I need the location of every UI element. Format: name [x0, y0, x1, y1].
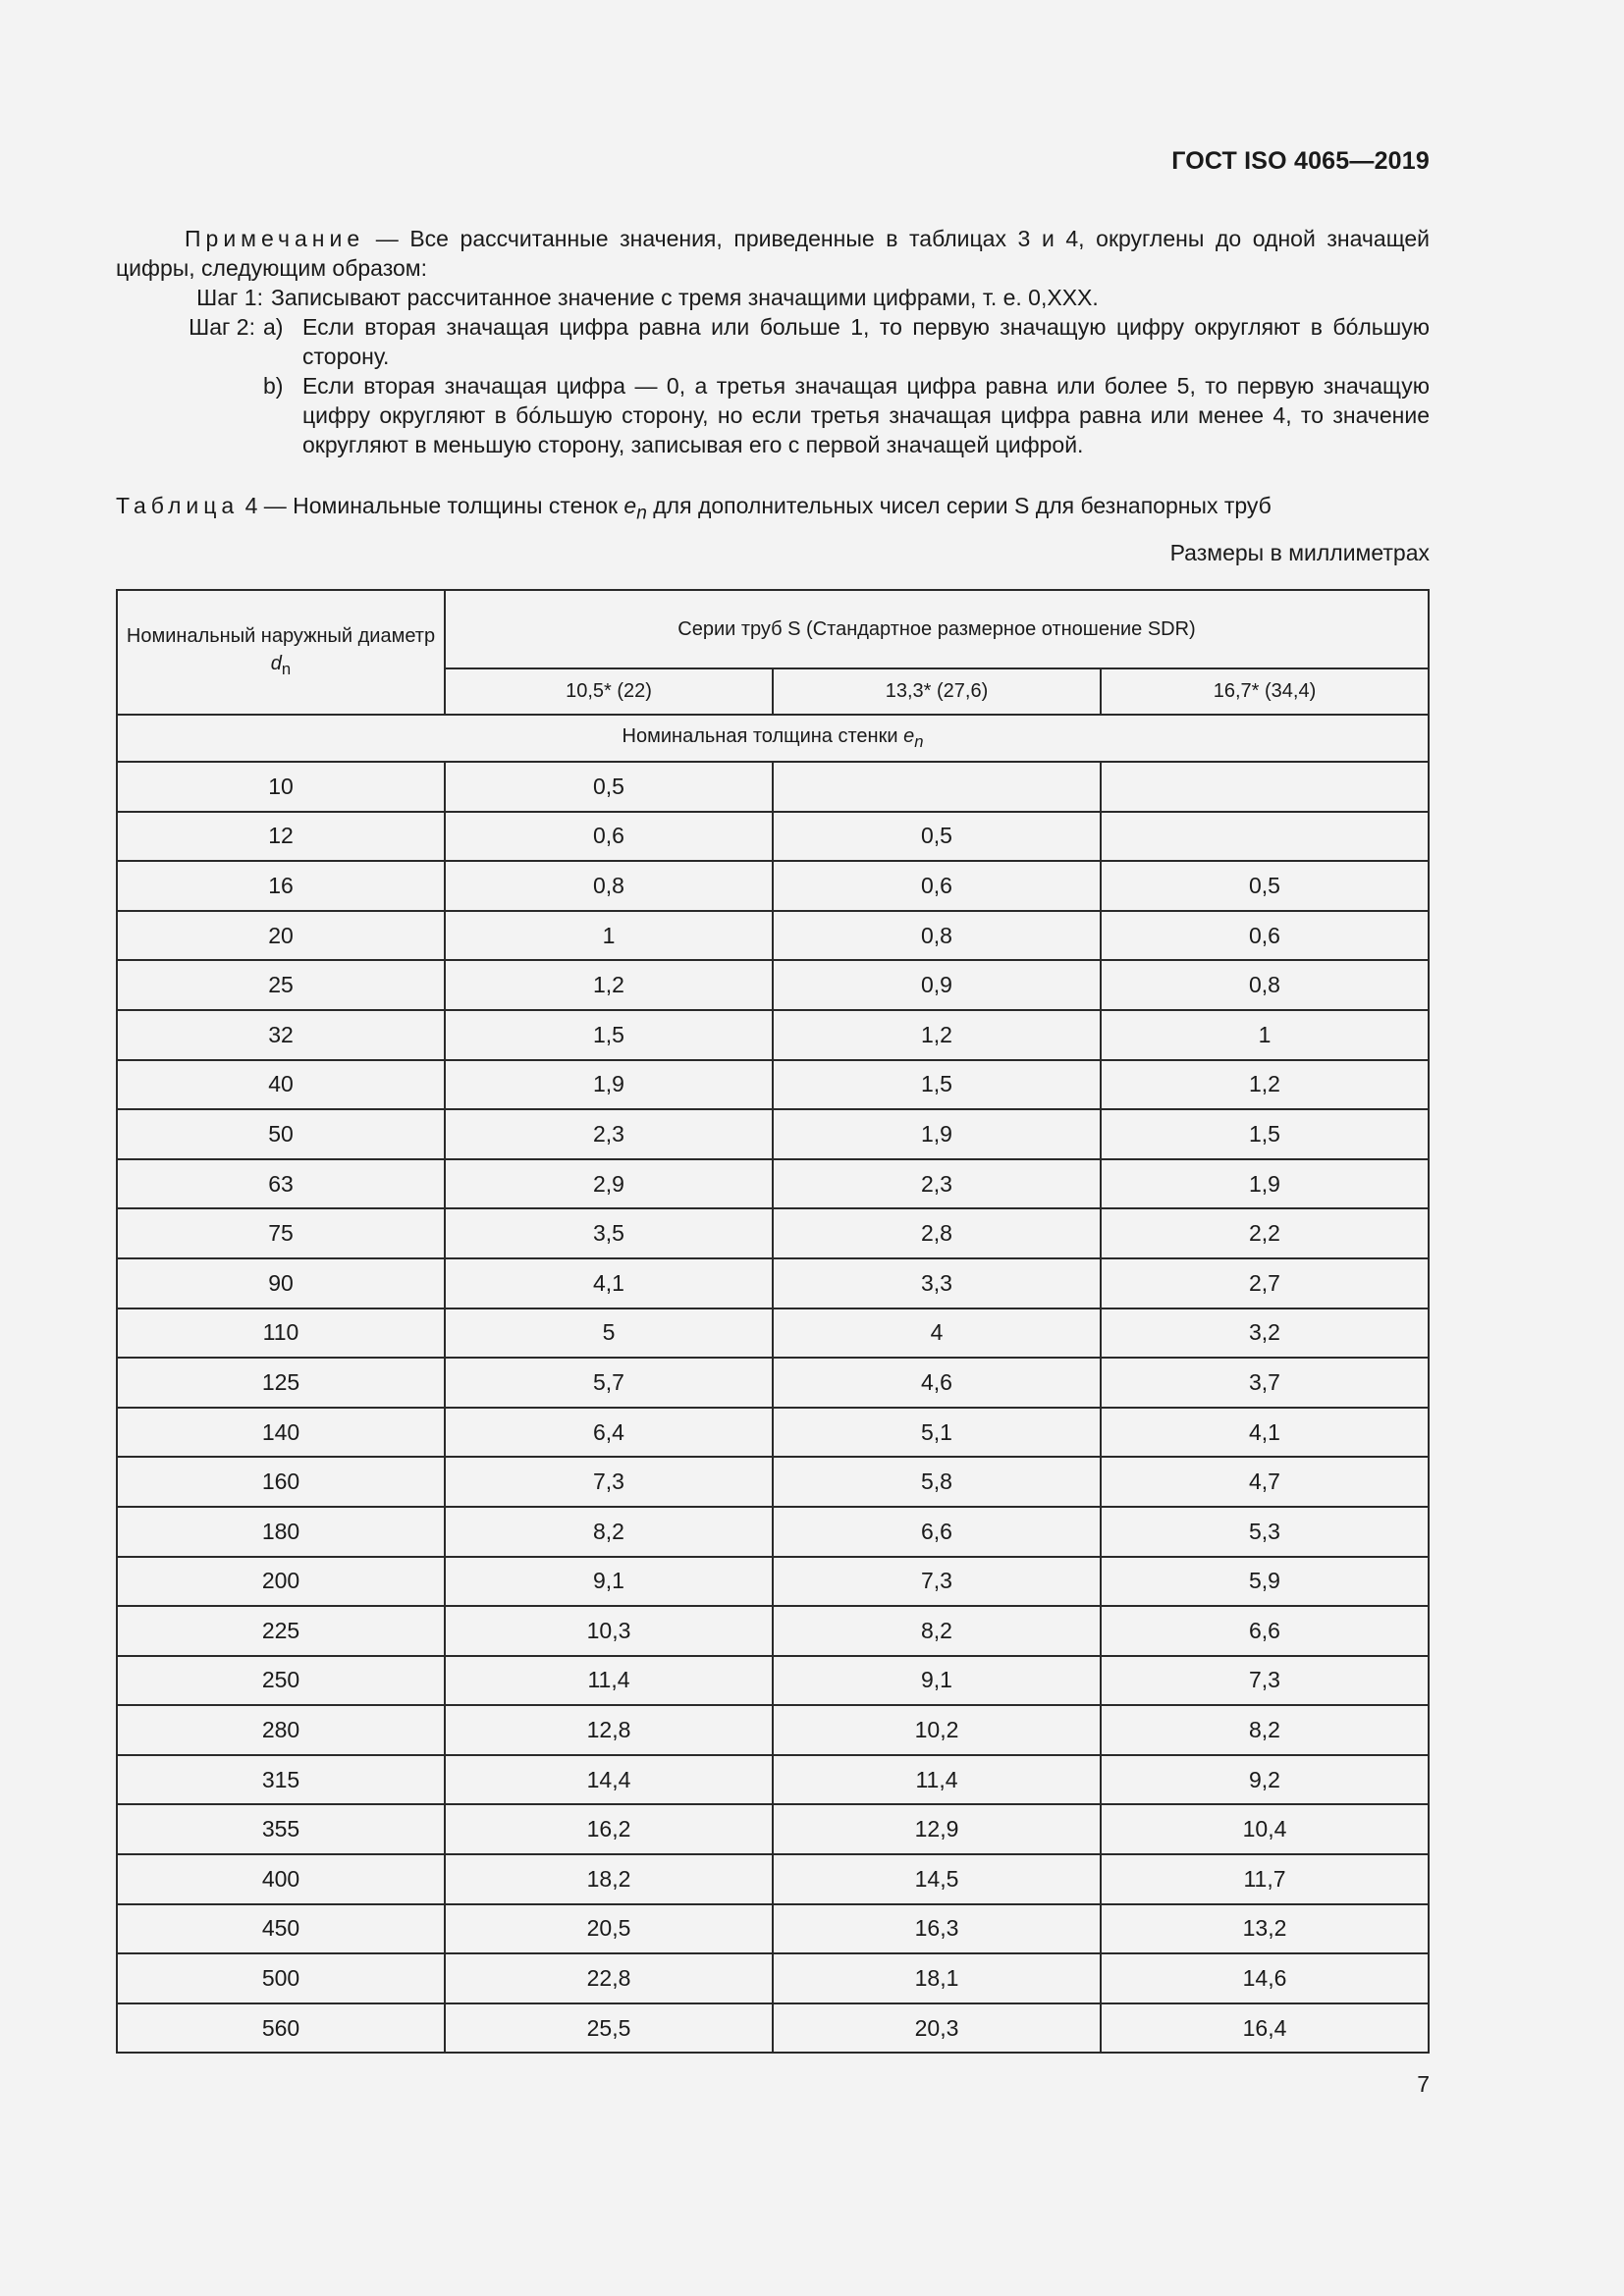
step-2a	[263, 312, 1430, 371]
thickness-cell: 14,5	[773, 1854, 1101, 1904]
diameter-cell: 140	[117, 1408, 445, 1458]
diameter-cell: 160	[117, 1457, 445, 1507]
wall-thickness-table	[116, 589, 1430, 2054]
thickness-cell	[773, 762, 1101, 812]
table-row	[117, 1408, 1429, 1458]
thickness-cell: 4	[773, 1308, 1101, 1359]
thickness-cell: 4,1	[1101, 1408, 1429, 1458]
thickness-cell: 0,6	[445, 812, 773, 862]
thickness-cell	[1101, 762, 1429, 812]
step-2a-text: Если вторая значащая цифра равна или больше 1, то первую значащую цифру округляют в бóльшую сторону.	[302, 314, 1430, 369]
thickness-cell: 10,4	[1101, 1804, 1429, 1854]
thickness-cell: 5,7	[445, 1358, 773, 1408]
thickness-cell: 1	[1101, 1010, 1429, 1060]
thickness-cell: 5	[445, 1308, 773, 1359]
diameter-cell: 180	[117, 1507, 445, 1557]
thickness-cell: 1,9	[773, 1109, 1101, 1159]
diameter-cell: 90	[117, 1258, 445, 1308]
thickness-cell: 1,5	[773, 1060, 1101, 1110]
table-row	[117, 1258, 1429, 1308]
note-intro-text: — Все рассчитанные значения, приведенные в таблицах 3 и 4, округлены до одной значащей цифры, следующим образом:	[116, 226, 1430, 281]
thickness-cell: 0,5	[445, 762, 773, 812]
thickness-cell: 2,8	[773, 1208, 1101, 1258]
series-column-header: 13,3* (27,6)	[773, 668, 1101, 715]
thickness-cell: 0,8	[445, 861, 773, 911]
table-row	[117, 1755, 1429, 1805]
step-2a-label: a)	[263, 314, 284, 340]
thickness-cell: 4,6	[773, 1358, 1101, 1408]
table-row	[117, 1060, 1429, 1110]
thickness-cell: 2,3	[773, 1159, 1101, 1209]
table-row	[117, 1904, 1429, 1954]
thickness-cell: 18,2	[445, 1854, 773, 1904]
diameter-cell: 10	[117, 762, 445, 812]
diameter-cell: 50	[117, 1109, 445, 1159]
step-2-label: Шаг 2:	[189, 314, 255, 340]
diameter-cell: 25	[117, 960, 445, 1010]
thickness-cell: 6,4	[445, 1408, 773, 1458]
diameter-cell: 20	[117, 911, 445, 961]
thickness-cell: 14,6	[1101, 1953, 1429, 2003]
note-step-2	[116, 312, 1430, 371]
thickness-cell: 0,6	[1101, 911, 1429, 961]
table-row	[117, 1109, 1429, 1159]
thickness-cell: 0,6	[773, 861, 1101, 911]
table-row	[117, 1507, 1429, 1557]
table-row	[117, 861, 1429, 911]
thickness-cell: 13,2	[1101, 1904, 1429, 1954]
thickness-cell: 0,8	[773, 911, 1101, 961]
step-2b-text: Если вторая значащая цифра — 0, а третья значащая цифра равна или более 5, то первую значащую цифру округляют в бóльшую сторону, но если третья значащая цифра равна или менее 4, то значение округляют в меньшую сторону, записывая его с первой значащей цифрой.	[302, 373, 1430, 457]
thickness-cell: 0,5	[773, 812, 1101, 862]
table-row	[117, 1705, 1429, 1755]
diameter-cell: 75	[117, 1208, 445, 1258]
thickness-cell: 1,5	[1101, 1109, 1429, 1159]
thickness-cell: 10,3	[445, 1606, 773, 1656]
thickness-cell: 4,7	[1101, 1457, 1429, 1507]
step-2b	[263, 371, 1430, 459]
table-row	[117, 812, 1429, 862]
diameter-column-header: Номинальный наружный диаметр $d_n$	[117, 590, 445, 715]
thickness-cell: 8,2	[773, 1606, 1101, 1656]
thickness-cell: 1,9	[1101, 1159, 1429, 1209]
series-column-header: 10,5* (22)	[445, 668, 773, 715]
thickness-cell	[1101, 812, 1429, 862]
thickness-cell: 12,8	[445, 1705, 773, 1755]
thickness-cell: 0,8	[1101, 960, 1429, 1010]
thickness-cell: 3,7	[1101, 1358, 1429, 1408]
table-row	[117, 1953, 1429, 2003]
diameter-cell: 32	[117, 1010, 445, 1060]
thickness-cell: 0,9	[773, 960, 1101, 1010]
table-caption: Таблица 4 — Номинальные толщины стенок $e_n$ для дополнительных чисел серии S для безнапорных труб	[116, 493, 1272, 524]
thickness-cell: 3,2	[1101, 1308, 1429, 1359]
diameter-cell: 40	[117, 1060, 445, 1110]
table-row	[117, 1557, 1429, 1607]
document-id-header: ГОСТ ISO 4065—2019	[1171, 147, 1430, 175]
series-column-header: 16,7* (34,4)	[1101, 668, 1429, 715]
note-label: Примечание	[185, 226, 365, 251]
thickness-cell: 8,2	[445, 1507, 773, 1557]
thickness-cell: 7,3	[1101, 1656, 1429, 1706]
thickness-cell: 18,1	[773, 1953, 1101, 2003]
thickness-cell: 1	[445, 911, 773, 961]
table-row	[117, 762, 1429, 812]
diameter-cell: 500	[117, 1953, 445, 2003]
thickness-cell: 16,3	[773, 1904, 1101, 1954]
series-header: Серии труб S (Стандартное размерное отношение SDR)	[445, 590, 1429, 668]
thickness-cell: 8,2	[1101, 1705, 1429, 1755]
thickness-cell: 11,4	[773, 1755, 1101, 1805]
diameter-cell: 16	[117, 861, 445, 911]
diameter-cell: 125	[117, 1358, 445, 1408]
thickness-cell: 3,3	[773, 1258, 1101, 1308]
thickness-cell: 14,4	[445, 1755, 773, 1805]
thickness-cell: 7,3	[773, 1557, 1101, 1607]
thickness-cell: 25,5	[445, 2003, 773, 2054]
thickness-cell: 12,9	[773, 1804, 1101, 1854]
thickness-cell: 2,2	[1101, 1208, 1429, 1258]
table-row	[117, 1208, 1429, 1258]
note-step-1	[116, 283, 1430, 312]
step-2b-label: b)	[263, 373, 284, 399]
diameter-cell: 110	[117, 1308, 445, 1359]
diameter-cell: 63	[117, 1159, 445, 1209]
thickness-cell: 16,2	[445, 1804, 773, 1854]
thickness-cell: 1,9	[445, 1060, 773, 1110]
table-row	[117, 1804, 1429, 1854]
table-row	[117, 911, 1429, 961]
table-row	[117, 960, 1429, 1010]
thickness-cell: 16,4	[1101, 2003, 1429, 2054]
table-row	[117, 1656, 1429, 1706]
page-number: 7	[1417, 2071, 1430, 2097]
thickness-cell: 2,7	[1101, 1258, 1429, 1308]
thickness-cell: 9,1	[445, 1557, 773, 1607]
thickness-cell: 20,5	[445, 1904, 773, 1954]
diameter-cell: 225	[117, 1606, 445, 1656]
thickness-cell: 11,7	[1101, 1854, 1429, 1904]
thickness-cell: 1,2	[445, 960, 773, 1010]
thickness-span-header: Номинальная толщина стенки $e_n$	[117, 715, 1429, 762]
diameter-cell: 250	[117, 1656, 445, 1706]
diameter-cell: 560	[117, 2003, 445, 2054]
thickness-cell: 5,3	[1101, 1507, 1429, 1557]
table-caption-label: Таблица	[116, 493, 240, 518]
thickness-cell: 6,6	[1101, 1606, 1429, 1656]
thickness-cell: 4,1	[445, 1258, 773, 1308]
thickness-cell: 5,1	[773, 1408, 1101, 1458]
rounding-note	[116, 224, 1430, 459]
step-1-text: Записывают рассчитанное значение с тремя значащими цифрами, т. е. 0,XXX.	[271, 285, 1099, 310]
diameter-cell: 315	[117, 1755, 445, 1805]
thickness-cell: 0,5	[1101, 861, 1429, 911]
table-row	[117, 1457, 1429, 1507]
thickness-cell: 1,2	[1101, 1060, 1429, 1110]
diameter-cell: 200	[117, 1557, 445, 1607]
thickness-cell: 7,3	[445, 1457, 773, 1507]
diameter-cell: 400	[117, 1854, 445, 1904]
table-row	[117, 1606, 1429, 1656]
table-row	[117, 1308, 1429, 1359]
thickness-cell: 10,2	[773, 1705, 1101, 1755]
diameter-cell: 450	[117, 1904, 445, 1954]
thickness-cell: 6,6	[773, 1507, 1101, 1557]
thickness-cell: 5,8	[773, 1457, 1101, 1507]
note-intro	[116, 224, 1430, 283]
thickness-cell: 9,1	[773, 1656, 1101, 1706]
thickness-cell: 3,5	[445, 1208, 773, 1258]
table-row	[117, 1854, 1429, 1904]
thickness-cell: 11,4	[445, 1656, 773, 1706]
table-row	[117, 1358, 1429, 1408]
units-note: Размеры в миллиметрах	[1169, 540, 1430, 565]
step-1-label: Шаг 1:	[196, 285, 263, 310]
thickness-cell: 1,5	[445, 1010, 773, 1060]
thickness-cell: 9,2	[1101, 1755, 1429, 1805]
diameter-cell: 12	[117, 812, 445, 862]
diameter-cell: 355	[117, 1804, 445, 1854]
thickness-cell: 1,2	[773, 1010, 1101, 1060]
thickness-cell: 20,3	[773, 2003, 1101, 2054]
table-row	[117, 1159, 1429, 1209]
thickness-cell: 2,3	[445, 1109, 773, 1159]
thickness-cell: 22,8	[445, 1953, 773, 2003]
table-body	[117, 762, 1429, 2053]
thickness-cell: 5,9	[1101, 1557, 1429, 1607]
thickness-cell: 2,9	[445, 1159, 773, 1209]
table-row	[117, 2003, 1429, 2054]
table-row	[117, 1010, 1429, 1060]
diameter-cell: 280	[117, 1705, 445, 1755]
